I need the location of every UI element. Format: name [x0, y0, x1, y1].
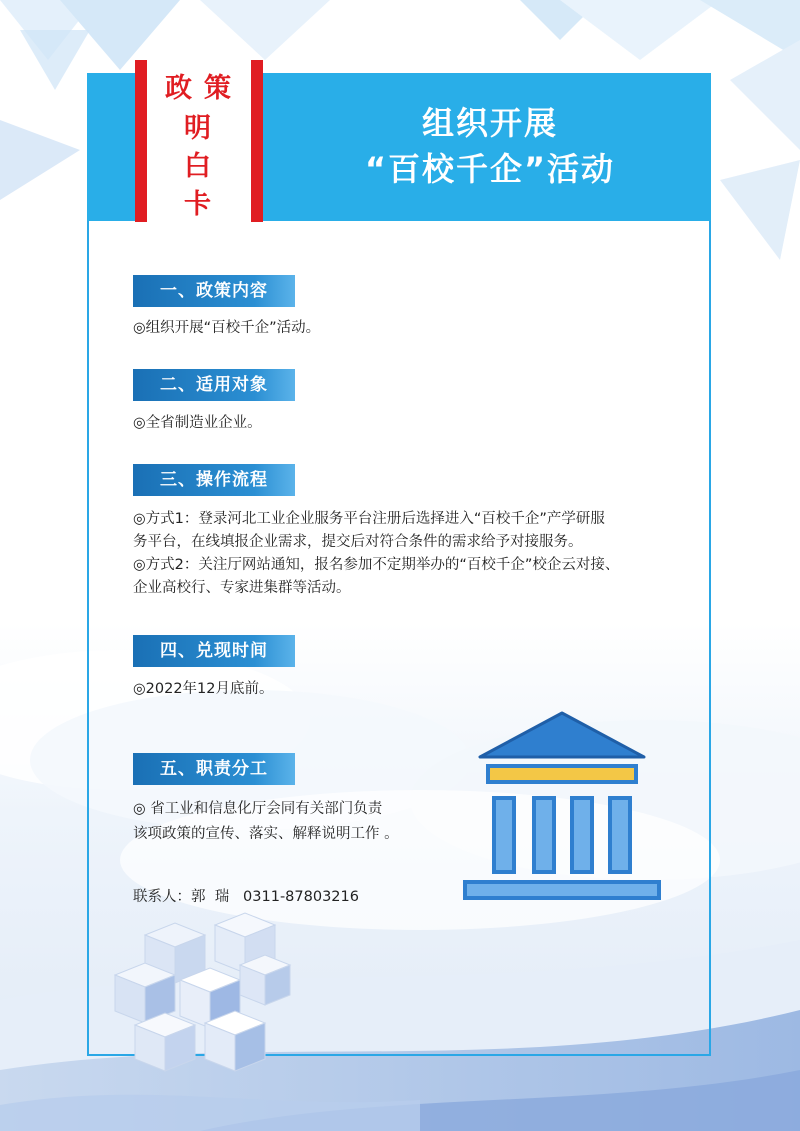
text-line: ◎方式2：关注厅网站通知，报名参加不定期举办的“百校千企”校企云对接、	[133, 557, 620, 573]
title-line-1: 组织开展	[421, 104, 558, 142]
section-heading-time: 四、兑现时间	[133, 635, 295, 667]
text-line: 企业高校行、专家进集群等活动。	[133, 580, 351, 596]
text-line: 务平台，在线填报企业需求，提交后对符合条件的需求给予对接服务。	[133, 534, 583, 550]
ribbon-char: 白	[184, 151, 211, 182]
text-line: ◎2022年12月底前。	[133, 681, 274, 697]
ribbon-right-bar	[251, 60, 263, 222]
section-heading-policy-content: 一、政策内容	[133, 275, 295, 307]
title-line-2: “百校千企”活动	[364, 150, 616, 188]
page-title	[270, 100, 710, 192]
bank-building-icon	[462, 710, 662, 904]
cubes-decoration	[105, 905, 295, 1075]
text-line: ◎ 省工业和信息化厅会同有关部门负责	[133, 801, 383, 817]
ribbon-char: 明	[184, 113, 211, 144]
text-line: ◎全省制造业企业。	[133, 415, 262, 431]
ribbon-char: 卡	[184, 189, 211, 220]
ribbon-char: 政	[165, 73, 192, 104]
text-line: ◎方式1：登录河北工业企业服务平台注册后选择进入“百校千企”产学研服	[133, 511, 605, 527]
text-line: ◎组织开展“百校千企”活动。	[133, 320, 321, 336]
section-text-time	[133, 678, 693, 700]
ribbon-char: 策	[204, 73, 231, 104]
ribbon-left-bar	[135, 60, 147, 222]
contact-info: 联系人：郭 瑞 0311-87803216	[133, 889, 359, 905]
section-text-target	[133, 412, 693, 434]
section-heading-target: 二、适用对象	[133, 369, 295, 401]
section-heading-responsibility: 五、职责分工	[133, 753, 295, 785]
section-text-policy-content	[133, 317, 693, 339]
section-text-procedure	[133, 508, 693, 600]
section-heading-procedure: 三、操作流程	[133, 464, 295, 496]
text-line: 该项政策的宣传、落实、解释说明工作 。	[133, 826, 399, 842]
